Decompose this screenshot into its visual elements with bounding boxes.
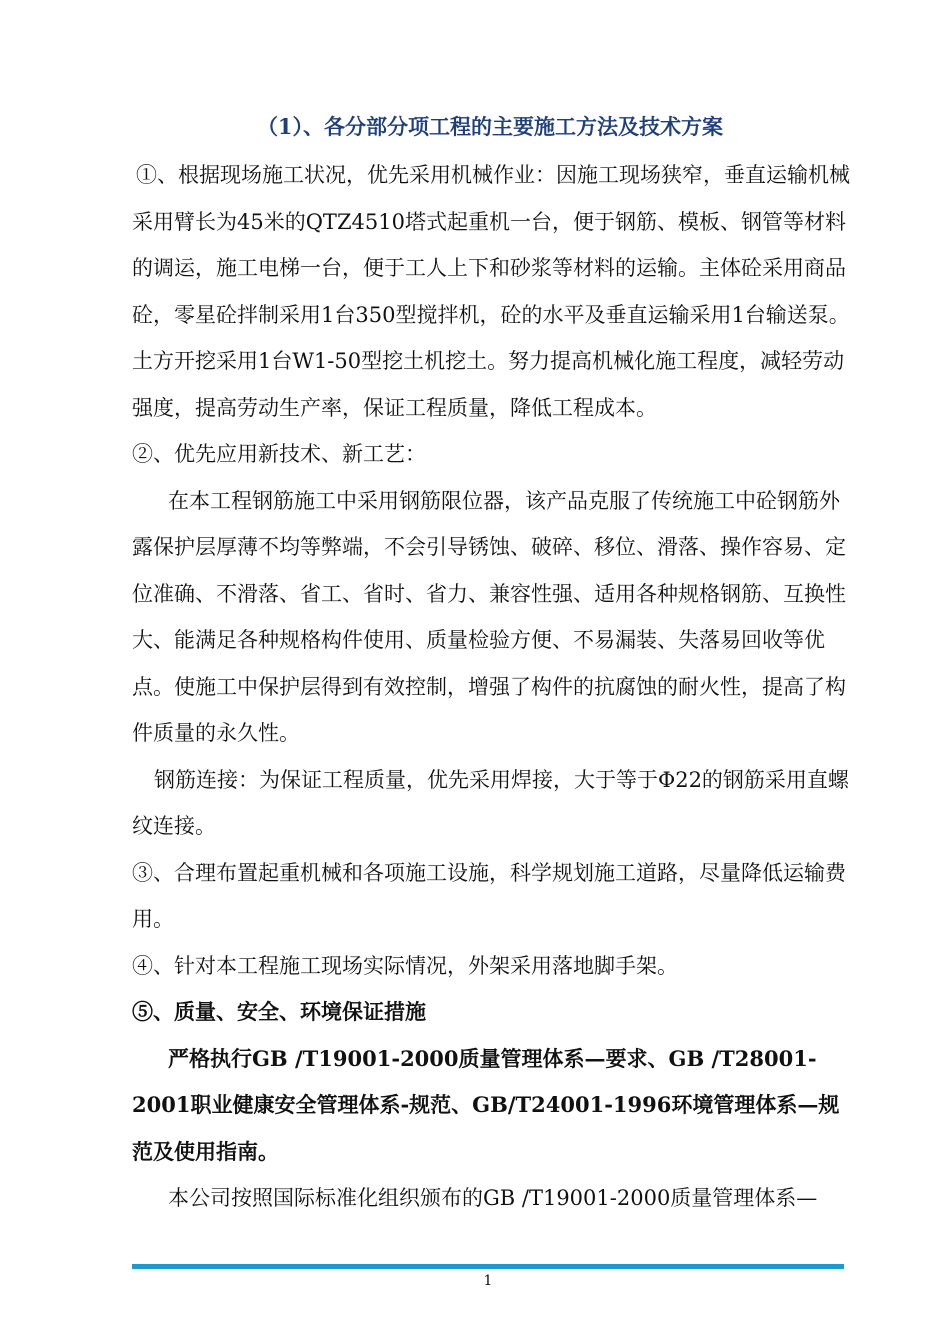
section-title: （1）、各分部分项工程的主要施工方法及技术方案	[256, 114, 724, 139]
paragraph-new-tech-heading: ②、优先应用新技术、新工艺：	[132, 442, 426, 466]
document-body	[132, 152, 852, 1222]
paragraph-layout: ③、合理布置起重机械和各项施工设施，科学规划施工道路，尽量降低运输费用。	[132, 860, 846, 931]
paragraph-scaffold: ④、针对本工程施工现场实际情况，外架采用落地脚手架。	[132, 953, 678, 978]
footer-rule	[132, 1264, 844, 1269]
paragraph-measures-heading: ⑤、质量、安全、环境保证措施	[132, 999, 426, 1024]
paragraph-company: 本公司按照国际标准化组织颁布的GB /T19001-2000质量管理体系—	[168, 1186, 818, 1210]
paragraph-rebar-limiter: 在本工程钢筋施工中采用钢筋限位器，该产品克服了传统施工中砼钢筋外露保护层厚薄不均等弊端，不会引导锈蚀、破碎、移位、滑落、操作容易、定位准确、不滑落、省工、省时、省力、兼容性强、适用各种规格钢筋、互换性大、能满足各种规格构件使用、质量检验方便、不易漏装、失落易回收等优点。使施工中保护层得到有效控制，增强了构件的抗腐蚀的耐火性，提高了构件质量的永久性。	[132, 488, 846, 745]
page-number: 1	[483, 1273, 493, 1289]
paragraph-standards: 严格执行GB /T19001-2000质量管理体系—要求、GB /T28001-2001职业健康安全管理体系-规范、GB/T24001-1996环境管理体系—规范及使用指南。	[132, 1045, 840, 1164]
paragraph-rebar-connection: 钢筋连接：为保证工程质量，优先采用焊接，大于等于Φ22的钢筋采用直螺纹连接。	[132, 767, 849, 838]
paragraph-machinery: ①、根据现场施工状况，优先采用机械作业：因施工现场狭窄，垂直运输机械采用臂长为45米的QTZ4510塔式起重机一台，便于钢筋、模板、钢管等材料的调运，施工电梯一台，便于工人上下和砂浆等材料的运输。主体砼采用商品砼，零星砼拌制采用1台350型搅拌机，砼的水平及垂直运输采用1台输送泵。土方开挖采用1台W1-50型挖土机挖土。努力提高机械化施工程度，减轻劳动强度，提高劳动生产率，保证工程质量，降低工程成本。	[132, 163, 850, 420]
